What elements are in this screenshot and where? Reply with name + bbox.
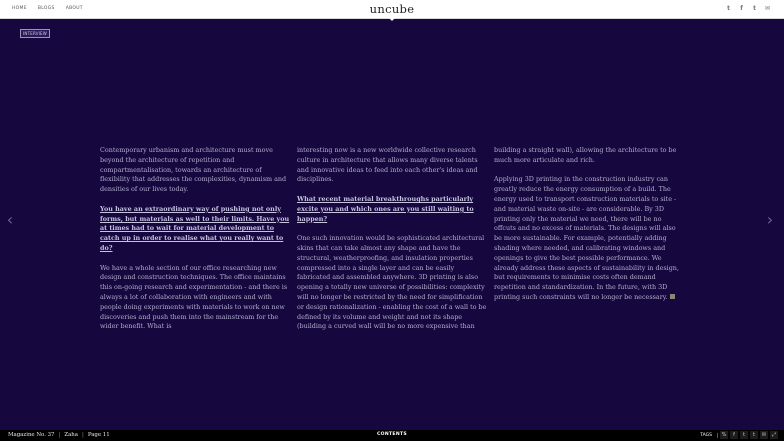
paragraph-last	[494, 175, 684, 302]
bottom-bar	[0, 430, 784, 441]
section-link[interactable]: Zaha	[64, 432, 78, 438]
top-bar	[0, 0, 784, 19]
magazine-issue-link[interactable]: Magazine No. 37	[8, 432, 55, 438]
fullscreen-icon[interactable]: ⤢	[771, 432, 776, 438]
twitter-icon[interactable]: t	[740, 431, 748, 439]
end-mark-icon	[670, 294, 675, 299]
twitter-icon[interactable]: t	[727, 5, 730, 12]
nav-home[interactable]: HOME	[12, 6, 27, 11]
tumblr-icon[interactable]: t	[750, 431, 758, 439]
tags-button[interactable]: TAGS	[695, 433, 718, 438]
breadcrumb-separator: |	[81, 432, 84, 438]
paragraph: We have a whole section of our office researching new design and construction techniques. The office maintains this on-going research and experimentation - and there is always a lot of collaboration with engineers and with people doing experiments with materials to work on new discoveries and push them into the mainstream for the wider benefit. What is	[100, 263, 288, 331]
paragraph: building a straight wall), allowing the architecture to be much more articulate and rich.	[494, 146, 677, 164]
site-logo[interactable]: uncube	[369, 2, 415, 16]
facebook-icon[interactable]: f	[740, 5, 743, 12]
facebook-icon[interactable]: f	[730, 431, 738, 439]
interview-question: You have an extraordinary way of pushing not only forms, but materials as well to their limits. Have you at times had to wait for material development to catch up in order to realise what you really want to do?	[100, 204, 290, 252]
contents-button[interactable]: CONTENTS	[376, 432, 408, 437]
article-column-1	[100, 146, 290, 342]
category-tag[interactable]: INTERVIEW	[20, 29, 50, 38]
paragraph: One such innovation would be sophisticated architectural skins that can take almost any shape and have the structural, weatherproofing, and insulation properties compressed into a single layer and can be easily fabricated and assembled anywhere. 3D printing is also opening a totally new universe of possibilities: complexity will no longer be restricted by the need for simplification or design rationalization - enabling the cost of a wall to be defined by its volume and weight and not its shape (building a curved wall will be no more expensive than	[297, 234, 487, 331]
page-number: Page 11	[87, 432, 110, 438]
breadcrumb-separator: |	[58, 432, 61, 438]
paragraph: Contemporary urbanism and architecture must move beyond the architecture of repetition and compartmentalisation, towards an architecture of flexibility that addresses the complexities, dynamism and densities of our lives today.	[100, 146, 287, 194]
nav-about[interactable]: ABOUT	[65, 6, 83, 11]
article-column-2	[297, 146, 487, 342]
mail-icon[interactable]: ✉	[764, 5, 771, 12]
next-page-arrow-icon[interactable]: ›	[766, 210, 774, 229]
article-column-3	[494, 146, 684, 313]
paragraph-text: Applying 3D printing in the construction industry can greatly reduce the energy consumption of a build. The energy used to transport construction materials to site - and material waste on-site - are considerable. By 3D printing only the material we need, there will be no offcuts and no excess of materials. The designs will also be more sustainable. For example, potentially adding shading where needed, and calibrating windows and openings to give the best possible performance. We already address these aspects of sustainability in design, but requirements to minimise costs often demand repetition and standardization. In the future, with 3D printing such constraints will no longer be necessary.	[494, 175, 679, 301]
bottom-tools	[695, 431, 778, 439]
interview-question: What recent material breakthroughs particularly excite you and which ones are you still waiting to happen?	[297, 194, 474, 223]
tumblr-icon[interactable]: t	[753, 5, 756, 12]
prev-page-arrow-icon[interactable]: ‹	[6, 210, 14, 229]
paragraph: interesting now is a new worldwide collective research culture in architecture that allows many diverse talents and innovative ideas to feed into each other's ideas and disciplines.	[297, 146, 478, 184]
nav-blogs[interactable]: BLOGS	[37, 6, 55, 11]
mail-icon[interactable]: ✉	[761, 432, 767, 438]
logo-caret	[389, 18, 395, 21]
link-icon[interactable]: %	[721, 432, 727, 438]
social-links	[724, 4, 772, 13]
